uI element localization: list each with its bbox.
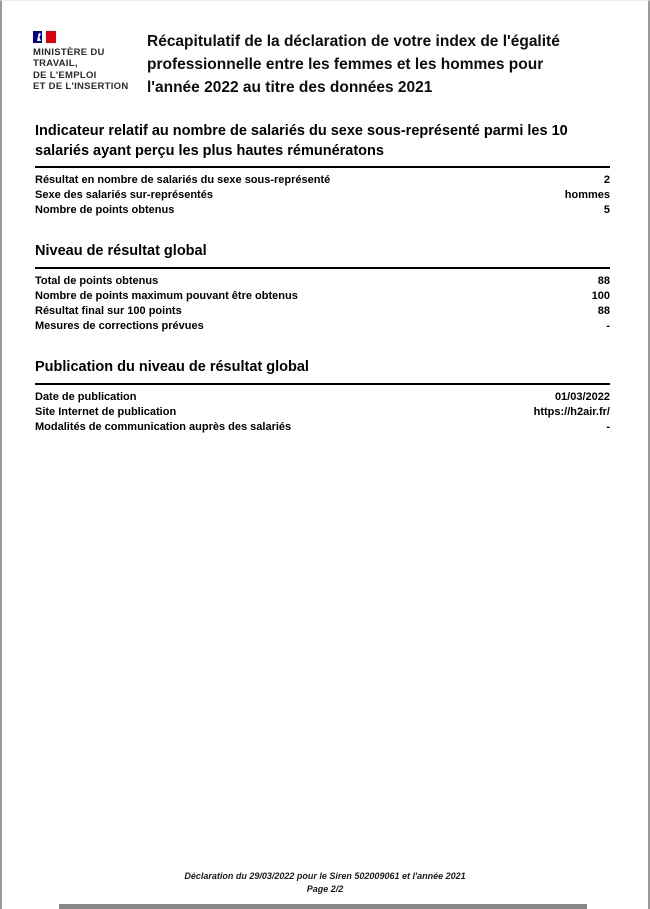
field-label: Site Internet de publication (35, 405, 177, 418)
section-rows (35, 173, 610, 218)
field-row (35, 173, 610, 188)
field-value: 88 (597, 275, 610, 288)
section-rows (35, 274, 610, 334)
document-footer (2, 870, 648, 896)
field-row (35, 188, 610, 203)
ministry-name-line: MINISTÈRE DU (33, 47, 105, 58)
field-label: Modalités de communication auprès des salariés (35, 420, 292, 433)
section-heading: Indicateur relatif au nombre de salariés du sexe sous-représenté parmi les 10 salariés ayant perçu les plus hautes rémunératons (35, 122, 610, 168)
page-bottom-edge (59, 904, 587, 909)
field-value: - (606, 420, 610, 433)
field-row (35, 420, 610, 435)
section-publication (35, 358, 610, 435)
field-value: - (606, 320, 610, 333)
document-header (2, 1, 648, 99)
section-rows (35, 390, 610, 435)
field-row (35, 203, 610, 218)
field-value: 2 (603, 174, 610, 187)
publication-url[interactable]: https://h2air.fr/ (533, 405, 610, 418)
ministry-name (33, 47, 134, 93)
page-title: Récapitulatif de la déclaration de votre index de l'égalité professionnelle entre les femmes et les hommes pour l'année 2022 au titre des données 2021 (147, 33, 560, 96)
field-label: Nombre de points obtenus (35, 204, 175, 217)
field-value: 5 (603, 204, 610, 217)
page-number: Page 2/2 (306, 884, 344, 894)
field-label: Résultat final sur 100 points (35, 305, 182, 318)
field-value: 100 (591, 290, 610, 303)
ministry-logo (33, 30, 134, 93)
ministry-name-line: TRAVAIL, (33, 58, 78, 70)
section-global-result (35, 242, 610, 334)
document-body (2, 122, 648, 434)
field-label: Nombre de points maximum pouvant être obtenus (35, 290, 298, 303)
field-label: Total de points obtenus (35, 275, 159, 288)
field-row (35, 274, 610, 289)
field-row (35, 304, 610, 319)
ministry-name-line: DE L'EMPLOI (33, 69, 97, 81)
field-value: 01/03/2022 (554, 390, 610, 403)
field-row (35, 405, 610, 420)
field-row (35, 390, 610, 405)
field-label: Résultat en nombre de salariés du sexe sous-représenté (35, 174, 331, 187)
field-row (35, 289, 610, 304)
field-value: hommes (564, 189, 610, 202)
field-value: 88 (597, 305, 610, 318)
french-flag-icon (33, 31, 56, 43)
field-label: Sexe des salariés sur-représentés (35, 189, 213, 202)
section-indicator (35, 122, 610, 218)
section-heading: Publication du niveau de résultat global (35, 358, 610, 385)
field-label: Mesures de corrections prévues (35, 320, 204, 333)
ministry-name-line: ET DE L'INSERTION (33, 81, 129, 93)
declaration-info: Déclaration du 29/03/2022 pour le Siren 502009061 et l'année 2021 (184, 871, 466, 881)
section-heading: Niveau de résultat global (35, 242, 610, 269)
field-label: Date de publication (35, 390, 137, 403)
field-row (35, 319, 610, 334)
